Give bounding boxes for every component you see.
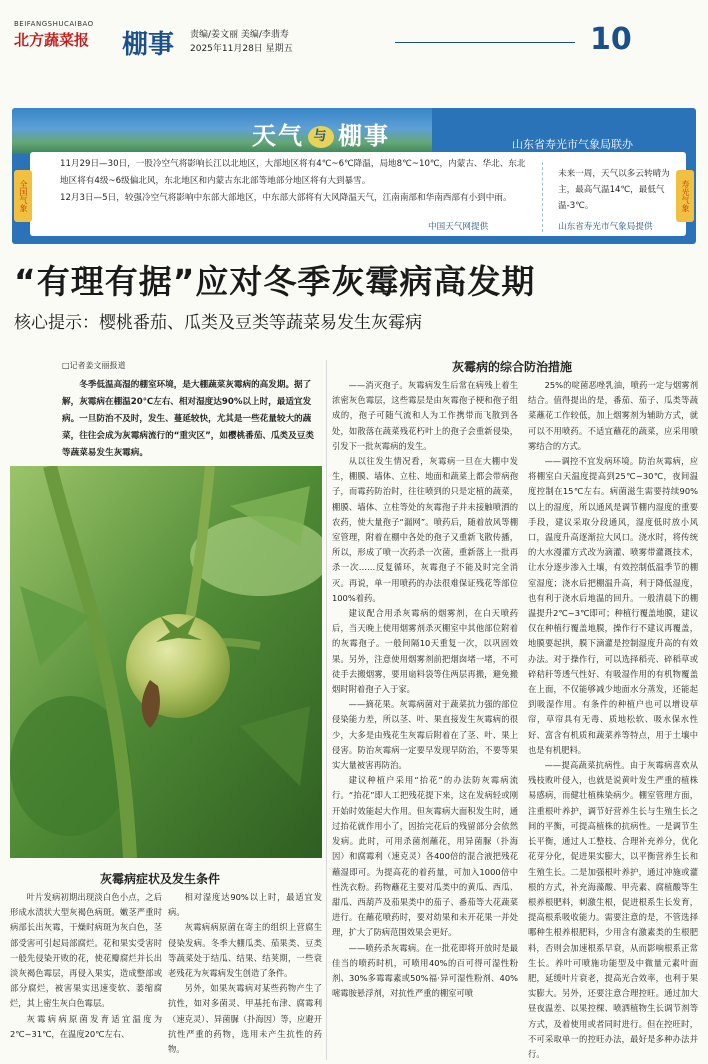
national-source: 中国天气网提供 — [428, 222, 489, 232]
national-weather-tag: 全国气象 — [14, 170, 32, 222]
editor-line: 责编/姜文丽 美编/李翡寿 — [190, 30, 289, 40]
measures-column-2 — [528, 378, 698, 1062]
issue-date: 2025年11月28日 星期五 — [190, 44, 293, 54]
local-source: 山东省寿光市气象局提供 — [558, 222, 653, 232]
article-subhead: 核心提示：樱桃番茄、瓜类及豆类等蔬菜易发生灰霉病 — [14, 313, 422, 333]
local-forecast: 未来一周，天气以多云转晴为主，最高气温14℃，最低气温-3℃。 — [558, 169, 670, 211]
masthead — [14, 20, 114, 56]
symptoms-column-2 — [168, 890, 322, 1060]
page-number: 10 — [590, 22, 632, 57]
paragraph: ——提高蔬菜抗病性。由于灰霉病喜欢从残枝败叶侵入，也就是说黄叶发生严重的植株易感病，而健壮植株染病少。棚室管理方面，注重根叶养护，调节好营养生长与生殖生长之间的平衡，可提高植株的抗病性。一是调节生长平衡，通过人工整枝、合理补充养分，优化花芽分化，促进果实膨大，以平衡营养生长和生殖生长。二是加强根叶养护，通过冲施或灌根的方式，补充海藻酸、甲壳素、腐植酸等生根养根肥料，刺激生根，促进根系生长发育，提高根系吸收能力。需要注意的是，不管选择哪种生根养根肥料，少用含有激素类的生根肥料，否则会加速根系早衰，从而影响根系正常生长。养叶可喷施功能型及中微量元素叶面肥，延缓叶片衰老，提高光合效率，也利于果实膨大。另外，还要注意合理控旺。通过加大昼夜温差、以果控棵、喷洒植物生长调节剂等方式，及着使用或者同时进行。但在控旺时，不可采取单一的控旺办法，最好是多种办法并行。 — [528, 760, 698, 1059]
paragraph: 叶片发病初期出现淡白色小点，之后形成水渍状大型灰褐色病斑。嫩茎严重时病部长出灰霉，干燥时病斑为灰白色，茎部受害可引起局部腐烂。花和果实受害时一般先侵染开败的花，使花瓣腐烂并长出淡灰褐色霉层，再侵入果实，造成整部或部分腐烂，被害果实迅速变软、萎缩腐烂，其上密生灰白色霉层。 — [10, 892, 162, 1009]
paragraph: 相对湿度达90%以上时，最适宜发病。 — [168, 892, 322, 918]
section-heading-symptoms: 灰霉病症状及发生条件 — [100, 872, 221, 886]
card-divider — [542, 162, 544, 232]
symptoms-column-1 — [10, 890, 162, 1060]
logo-pinyin: BEIFANGSHUCAIBAO — [14, 20, 94, 28]
measures-column-1 — [332, 378, 518, 1062]
article-intro: 冬季低温高湿的棚室环境，是大棚蔬菜灰霉病的高发期。据了解，灰霉病在棚温20℃左右、相对湿度达90%以上时，最适宜发病。一旦防治不及时，发生、蔓延较快，尤其是一些花量较大的蔬菜，往往会成为灰霉病流行的“重灾区”，如樱桃番茄、瓜类及豆类等蔬菜易发生灰霉病。 — [62, 380, 314, 458]
paragraph: ——摘花果。灰霉病菌对于蔬菜抗力强的部位侵染能力差，所以茎、叶、果直接发生灰霉病的很少，大多是由残花生灰霉后附着在了茎、叶、果上侵害。防治灰霉病一定要早发现早防治，不要等果实大量被害再防治。 — [332, 699, 518, 771]
article-headline: “有理有据”应对冬季灰霉病高发期 — [14, 262, 536, 301]
header-rule — [395, 42, 575, 43]
weather-title-left: 天气 — [252, 122, 304, 150]
paragraph: ——消灭孢子。灰霉病发生后常在病残上着生浓密灰色霉层，这些霉层是由灰霉孢子梗和孢子组成的，孢子可随气流和人为工作携带而飞散到各处，如散落在蔬菜残花朽叶上的孢子会重新侵染，引发下一批灰霉病的发生。 — [332, 380, 518, 451]
weather-title-right: 棚事 — [338, 122, 390, 150]
column-separator — [326, 360, 327, 1060]
paragraph: 建议配合用杀灰霉病的烟雾剂，在白天喷药后，当天晚上使用烟雾剂杀灭棚室中其他部位附着的灰霉孢子。一般间隔10天重复一次，以巩固效果。另外，注意使用烟雾剂前把烟囱堵一堵，不可徒手去搬烟雾，要用扇料袋等住两层再搬，避免搬烟时附着孢子入于家。 — [332, 608, 518, 695]
shouguang-weather-tag: 寿光气象 — [676, 170, 694, 222]
newspaper-logo: 北方蔬菜报 — [14, 31, 90, 49]
section-heading-control-measures: 灰霉病的综合防治措施 — [452, 360, 573, 374]
tomato-gray-mold-photo — [10, 466, 322, 858]
paragraph: 25%的啶菌恶唑乳油，喷药一定与烟雾剂结合。值得提出的是，番茄、茄子、瓜类等蔬菜蘸花工作较低，加上烟雾剂为辅助方式，就可以不用喷药。不适宜蘸花的蔬菜，应采用喷雾结合的方式。 — [528, 380, 698, 451]
section-name: 棚事 — [122, 30, 175, 60]
paragraph: 另外，如果灰霉病对某些药物产生了抗性，如对多菌灵、甲基托布津、腐霉利（速克灵）、异菌脲（扑海因）等，应避开抗性严重的药物，选用未产生抗性的药物。 — [168, 983, 322, 1055]
weather-banner — [12, 108, 696, 244]
national-forecast-2: 12月3日—5日，较强冷空气将影响中东部大部地区，中东部大部将有大风降温天气，江南南部和华南西部有小到中雨。 — [60, 193, 512, 203]
photo-illustration — [10, 466, 322, 858]
weather-organizer: 山东省寿光市气象局联办 — [512, 138, 633, 151]
paragraph: ——喷药杀灰霉病。在一批花即将开放时是最佳当的喷药时机，可喷用40%的百可得可湿性粉剂、30%多霉霉素或50%福·异可湿性粉剂、40%嘧霉胺悬浮剂，对抗性严重的棚室可喷 — [332, 942, 518, 999]
national-forecast-1: 11月29日—30日，一股冷空气将影响长江以北地区，大部地区将有4℃~6℃降温，局地8℃~10℃，内蒙古、华北、东北地区将有4级~6级偏北风，东北地区和内蒙古东北部等地部分地区将有大到暴雪。 — [60, 159, 526, 186]
byline: □记者姜文丽报道 — [62, 361, 126, 370]
paragraph: ——调控不宜发病环境。防治灰霉病，应将棚室白天温度提高到25℃~30℃，夜间温度控制在15℃左右。病菌滋生需要持续90%以上的湿度，所以通风是调节棚内湿度的重要手段，建议采取分段通风，湿度低时放小风口，温度升高逐渐拉大风口。浇水时，将传统的大水漫灌方式改为滴灌、喷雾带灌溉技术，让水分逐步渗入土壤，有效控制低温季节的棚室湿度；浇水后把棚温升高，利于降低湿度，也有利于浇水后地温的回升。一般清晨下的棚温提升2℃~3℃即可；种植行覆盖地膜，建议仅在种植行覆盖地膜，操作行不建议再覆盖，地膜要起拱，膜下滴灌是控制湿度升高的有效办法。对于操作行，可以选择稻壳、碎稻草或碎秸秆等透气性好、有吸湿作用的有机物覆盖在上面，不仅能够减少地面水分蒸发，还能起到吸湿作用。有条件的种植户也可以增设草帘，草帘具有无毒、质地松软、吸水保水性好、富含有机质和蔬菜养等特点，用于土壤中也是有机肥料。 — [528, 456, 698, 755]
paragraph: 灰霉病病原菌在寄主的组织上营腐生侵染发病。冬季大棚瓜类、茄果类、豆类等蔬菜处于结瓜、结果、结荚期，一些衰老残花为灰霉病发生创造了条件。 — [168, 922, 322, 979]
paragraph: 建议种植户采用“抬花”的办法防灰霉病流行。“抬花”即人工把残花提下来，这在发病轻或刚开始时效能起大作用。但灰霉病大面积发生时，通过抬花就作用小了，因抬完花后的残留部分会依然发病。此时，可用杀菌剂蘸花，用异菌脲（扑海因）和腐霉利（速克灵）各400倍的混合液把残花蘸湿即可。为提高花的着药量，可加入1000倍中性洗衣粉。药物蘸花主要对瓜类中的黄瓜、西瓜、甜瓜、西葫芦及茄果类中的茄子、番茄等大花蔬菜进行。在蘸花喷药时，要对幼果和未开花果一并处理，扩大了防病范围效果会更好。 — [332, 775, 518, 938]
paragraph: 灰霉病病原菌发育适宜温度为2℃~31℃，在温度20℃左右、 — [10, 1013, 162, 1039]
paragraph: 从以往发生情况看，灰霉病一旦在大棚中发生，棚膜、墙体、立柱、地面和蔬菜上都会带病孢子，而霉药防治时，往往喷到的只是定植的蔬菜，棚膜、墙体、立柱等处的灰霉孢子并未接触喷洒的农药，使大量孢子“漏网”。喷药后，随着放风等棚室管理，附着在棚中各处的孢子又重新飞散传播，所以，形成了喷一次药杀一次菌，重新落上一批再杀一次……反复循环，灰霉孢子不能及时完全消灭。再说，单一用喷药的办法很难保证残花等部位100%着药。 — [332, 456, 518, 603]
weather-title — [252, 116, 390, 151]
weather-title-mid: 与 — [308, 126, 334, 148]
